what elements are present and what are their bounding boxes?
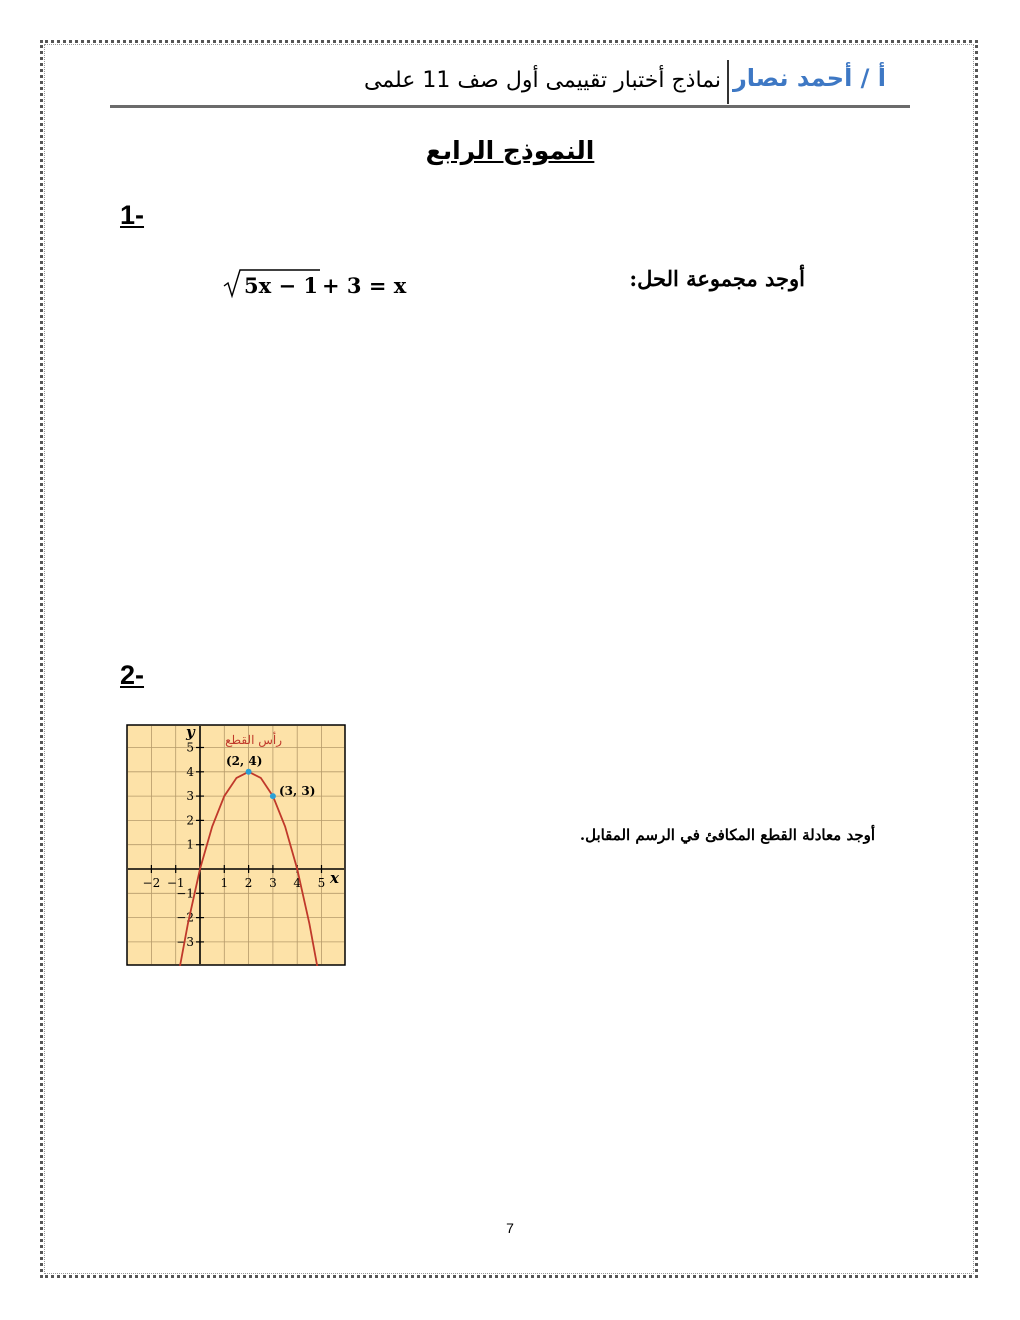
graph-point (270, 793, 276, 799)
x-tick-label: 1 (220, 876, 229, 890)
author-name: أ / أحمد نصار (732, 64, 886, 92)
question-1-equation (222, 266, 422, 306)
exam-title: نماذج أختبار تقييمى أول صف 11 علمى (363, 68, 721, 93)
y-tick-label: −1 (176, 886, 194, 901)
x-tick-label: 5 (317, 876, 326, 890)
header-separator (727, 60, 729, 104)
graph-point (246, 769, 252, 775)
question-2-number: 2- (120, 660, 145, 690)
question-1-instruction: أوجد مجموعة الحل: (629, 266, 805, 291)
equation-rest: + 3 = x (322, 273, 407, 298)
y-tick-label: 5 (186, 740, 194, 755)
x-tick-label: 3 (269, 876, 277, 890)
equation-radicand: 5x − 1 (244, 273, 318, 298)
x-tick-label: 4 (293, 876, 302, 890)
vertex-caption: رأس القطع (225, 733, 282, 747)
x-tick-label: −2 (142, 876, 161, 890)
x-tick-label: −1 (166, 876, 185, 890)
other-point-label: (3, 3) (279, 784, 316, 798)
y-tick-label: −3 (176, 934, 194, 949)
x-tick-label: 2 (244, 876, 253, 890)
y-tick-label: −2 (176, 910, 194, 925)
y-axis-label: y (186, 724, 195, 741)
y-tick-label: 3 (186, 789, 194, 804)
page-header (110, 58, 910, 108)
page-title: النموذج الرابع (425, 136, 595, 165)
question-1-number: 1- (120, 200, 145, 230)
question-2-instruction: أوجد معادلة القطع المكافئ في الرسم المقابل. (579, 826, 875, 844)
y-tick-label: 2 (186, 813, 194, 828)
page-border-inner (44, 44, 974, 1274)
parabola-graph (126, 724, 346, 966)
x-axis-label: x (330, 869, 339, 887)
page-number: 7 (506, 1220, 514, 1236)
y-tick-label: 4 (186, 764, 194, 779)
vertex-point-label: (2, 4) (226, 754, 263, 768)
y-tick-label: 1 (186, 837, 194, 852)
